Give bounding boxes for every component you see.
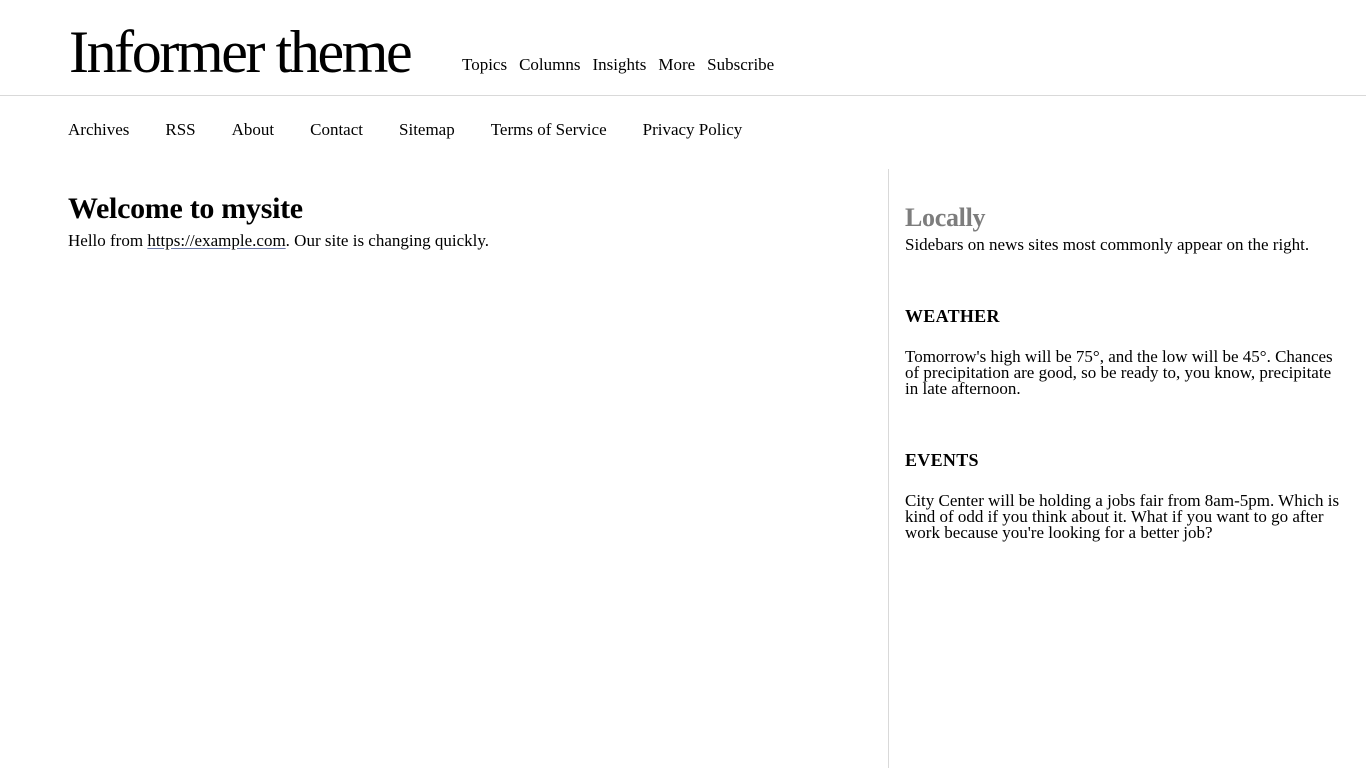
weather-text: Tomorrow's high will be 75°, and the low will be 45°. Chances of precipitation are good, so be ready to, you know, precipitate in late afternoon. xyxy=(905,347,1333,398)
events-text: City Center will be holding a jobs fair from 8am-5pm. Which is kind of odd if you think about it. What if you want to go after work because you're looking for a better job? xyxy=(905,491,1340,542)
secondary-nav-archives[interactable]: Archives xyxy=(68,120,130,139)
masthead xyxy=(0,0,1366,96)
top-nav-insights[interactable]: Insights xyxy=(592,55,647,74)
secondary-nav-about[interactable]: About xyxy=(231,120,275,139)
page-heading: Welcome to mysite xyxy=(68,192,303,225)
sidebar-divider xyxy=(888,169,889,768)
top-nav xyxy=(462,54,774,76)
secondary-nav-rss[interactable]: RSS xyxy=(165,120,196,139)
sidebar-title: Locally xyxy=(905,203,986,232)
events-heading: EVENTS xyxy=(905,450,979,470)
intro-text-before: Hello from xyxy=(68,231,148,250)
sidebar-description: Sidebars on news sites most commonly appear on the right. xyxy=(905,235,1310,254)
site-title[interactable] xyxy=(69,16,410,88)
secondary-nav-privacy[interactable]: Privacy Policy xyxy=(642,120,743,139)
site-title-link[interactable]: Informer theme xyxy=(69,19,411,85)
intro-paragraph xyxy=(68,230,848,252)
top-nav-topics[interactable]: Topics xyxy=(462,55,508,74)
top-nav-columns[interactable]: Columns xyxy=(519,55,581,74)
secondary-nav-contact[interactable]: Contact xyxy=(310,120,364,139)
main-content xyxy=(68,190,848,252)
top-nav-subscribe[interactable]: Subscribe xyxy=(707,55,775,74)
example-link[interactable]: https://example.com xyxy=(147,231,286,250)
weather-heading: WEATHER xyxy=(905,306,1000,326)
sidebar xyxy=(905,200,1345,542)
secondary-nav-sitemap[interactable]: Sitemap xyxy=(399,120,455,139)
top-nav-more[interactable]: More xyxy=(658,55,696,74)
secondary-nav xyxy=(68,119,742,141)
intro-text-after: . Our site is changing quickly. xyxy=(285,231,490,250)
secondary-nav-terms[interactable]: Terms of Service xyxy=(490,120,607,139)
